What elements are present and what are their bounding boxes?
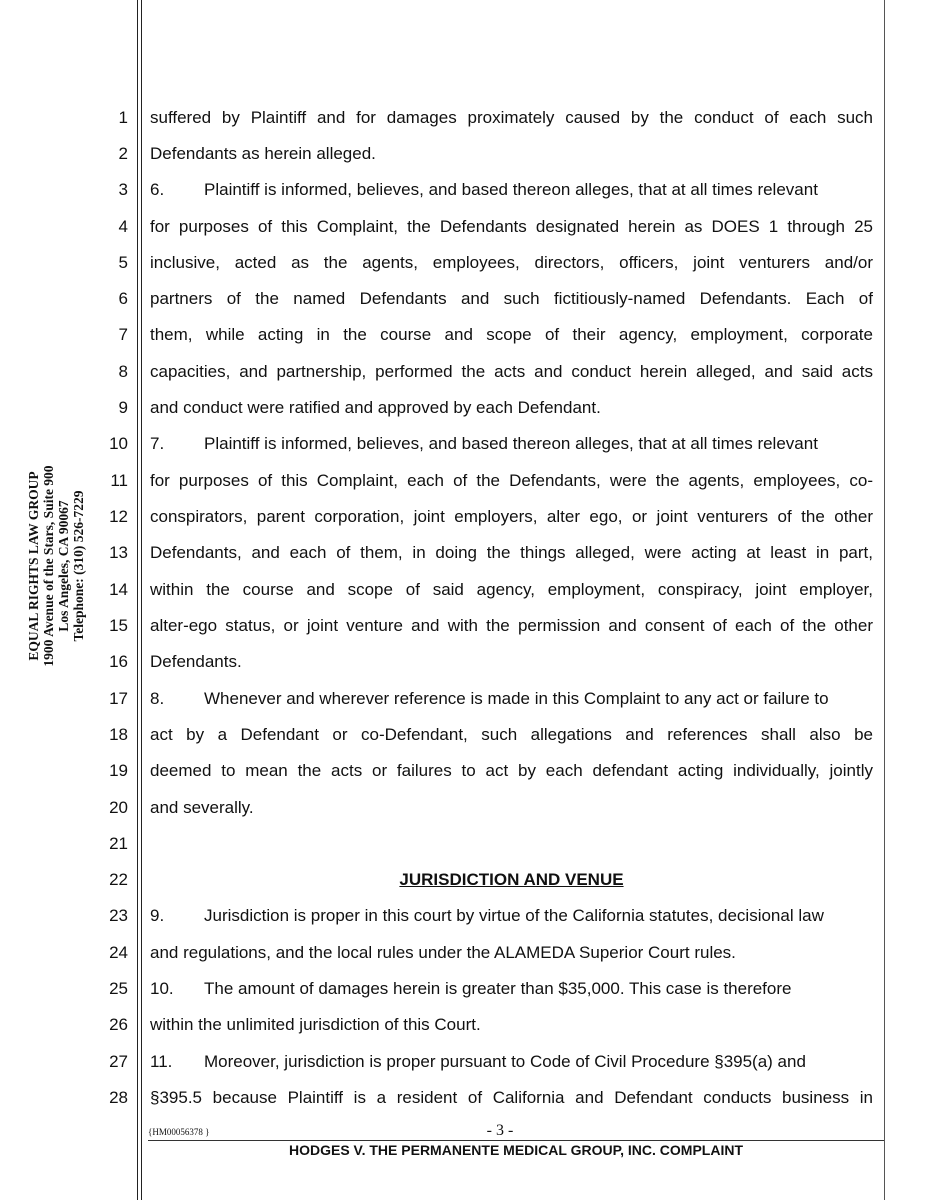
body-line: suffered by Plaintiff and for damages proximately caused by the conduct of each such: [150, 108, 873, 127]
page-number: - 3 -: [486, 1122, 514, 1139]
body-line: §395.5 because Plaintiff is a resident of California and Defendant conducts business in: [150, 1088, 873, 1107]
firm-name: EQUAL RIGHTS LAW GROUP: [26, 471, 41, 661]
blank-line: [150, 833, 873, 855]
paragraph-8-line: 8. Whenever and wherever reference is made in this Complaint to any act or failure to: [150, 689, 829, 708]
line-number: 15: [109, 616, 128, 635]
line-number: 27: [109, 1052, 128, 1071]
line-number: 2: [118, 144, 128, 163]
body-line: and regulations, and the local rules under the ALAMEDA Superior Court rules.: [150, 943, 736, 962]
body-line: conspirators, parent corporation, joint employers, alter ego, or joint venturers of the other: [150, 507, 873, 526]
body-line: capacities, and partnership, performed the acts and conduct herein alleged, and said acts: [150, 362, 873, 381]
body-line: for purposes of this Complaint, the Defendants designated herein as DOES 1 through 25: [150, 217, 873, 236]
paragraph-number: 11.: [150, 1052, 173, 1071]
paragraph-10-line: 10. The amount of damages herein is greater than $35,000. This case is therefore: [150, 979, 792, 998]
line-number: 26: [109, 1015, 128, 1034]
paragraph-number: 6.: [150, 180, 165, 199]
line-number: 20: [109, 798, 128, 817]
line-number: 19: [109, 761, 128, 780]
line-number: 8: [118, 362, 128, 381]
paragraph-number: 7.: [150, 434, 165, 453]
line-number: 11: [110, 471, 128, 490]
body-line: alter-ego status, or joint venture and with the permission and consent of each of the other: [150, 616, 873, 635]
firm-sidebar: [10, 436, 102, 696]
paragraph-number: 9.: [150, 906, 165, 925]
firm-address-line2: Los Angeles, CA 90067: [56, 500, 71, 632]
firm-address-line1: 1900 Avenue of the Stars, Suite 900: [41, 465, 56, 667]
firm-phone: Telephone: (310) 526-7229: [71, 490, 86, 642]
line-number: 22: [109, 870, 128, 889]
body-line: deemed to mean the acts or failures to act by each defendant acting individually, jointly: [150, 761, 873, 780]
paragraph-number: 10.: [150, 979, 174, 998]
line-number: 9: [118, 398, 128, 417]
line-number: 16: [109, 652, 128, 671]
body-line: Defendants, and each of them, in doing the things alleged, were acting at least in part,: [150, 543, 873, 562]
line-number: 23: [109, 906, 128, 925]
line-number: 1: [118, 108, 128, 127]
line-number: 7: [118, 325, 128, 344]
left-margin-rule-inner: [141, 0, 142, 1200]
line-number: 10: [109, 434, 128, 453]
paragraph-7-line: 7. Plaintiff is informed, believes, and based thereon alleges, that at all times relevant: [150, 434, 818, 453]
body-line: and severally.: [150, 798, 254, 817]
line-number: 6: [118, 289, 128, 308]
footer-divider: [148, 1140, 884, 1141]
paragraph-number: 8.: [150, 689, 165, 708]
line-number: 28: [109, 1088, 128, 1107]
line-number: 3: [118, 180, 128, 199]
line-number: 5: [118, 253, 128, 272]
body-line: partners of the named Defendants and such fictitiously-named Defendants. Each of: [150, 289, 873, 308]
right-margin-rule: [884, 0, 885, 1200]
paragraph-11-line: 11. Moreover, jurisdiction is proper pursuant to Code of Civil Procedure §395(a) and: [150, 1052, 806, 1071]
line-number: 4: [118, 217, 128, 236]
line-number: 21: [109, 834, 128, 853]
body-line: act by a Defendant or co-Defendant, such allegations and references shall also be: [150, 725, 873, 744]
body-line: Defendants.: [150, 652, 242, 671]
line-number: 18: [109, 725, 128, 744]
document-id: {HM00056378 }: [148, 1127, 210, 1137]
footer-caption: HODGES V. THE PERMANENTE MEDICAL GROUP, INC. COMPLAINT: [288, 1142, 743, 1158]
body-line: and conduct were ratified and approved by each Defendant.: [150, 398, 601, 417]
paragraph-6-line: 6. Plaintiff is informed, believes, and based thereon alleges, that at all times relevant: [150, 180, 818, 199]
line-number: 13: [109, 543, 128, 562]
body-line: within the unlimited jurisdiction of this Court.: [150, 1015, 481, 1034]
body-line: inclusive, acted as the agents, employees, directors, officers, joint venturers and/or: [150, 253, 873, 272]
section-heading: JURISDICTION AND VENUE: [399, 870, 624, 889]
line-number: 12: [109, 507, 128, 526]
paragraph-9-line: 9. Jurisdiction is proper in this court by virtue of the California statutes, decisional law: [150, 906, 824, 925]
body-line: within the course and scope of said agency, employment, conspiracy, joint employer,: [150, 580, 873, 599]
body-line: them, while acting in the course and scope of their agency, employment, corporate: [150, 325, 873, 344]
body-line: for purposes of this Complaint, each of the Defendants, were the agents, employees, co-: [150, 471, 873, 490]
left-margin-rule-outer: [137, 0, 138, 1200]
line-number: 25: [109, 979, 128, 998]
line-number: 17: [109, 689, 128, 708]
line-number: 24: [109, 943, 128, 962]
line-number: 14: [109, 580, 128, 599]
body-line: Defendants as herein alleged.: [150, 144, 376, 163]
